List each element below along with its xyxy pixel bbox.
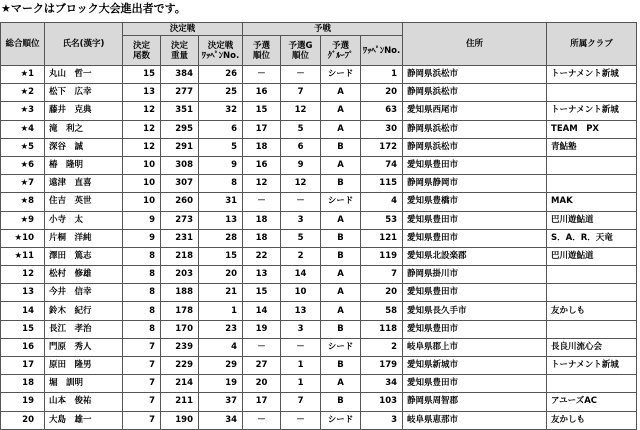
cell-prelim-group-rank: 13: [281, 302, 321, 320]
cell-final-count: 15: [123, 66, 161, 84]
cell-prelim-group: A: [321, 302, 361, 320]
cell-club: S．A．R．天竜: [547, 229, 637, 247]
cell-prelim-group: シード: [321, 338, 361, 356]
cell-rank: 12: [1, 266, 45, 284]
cell-prelim-group: A: [321, 102, 361, 120]
cell-address: 愛知県新城市: [403, 357, 547, 375]
table-row: [1, 102, 637, 120]
cell-rank: 19: [1, 393, 45, 411]
cell-final-count: 7: [123, 357, 161, 375]
table-row: [1, 375, 637, 393]
cell-final-weight: 273: [161, 211, 199, 229]
cell-final-count: 7: [123, 338, 161, 356]
cell-final-wappen: 19: [199, 375, 243, 393]
cell-rank: 16: [1, 338, 45, 356]
cell-prelim-rank: 16: [243, 84, 281, 102]
cell-prelim-rank: 16: [243, 156, 281, 174]
cell-address: 静岡県浜松市: [403, 66, 547, 84]
cell-final-count: 7: [123, 393, 161, 411]
results-table: [0, 22, 637, 430]
cell-final-count: 8: [123, 302, 161, 320]
cell-address: 静岡県掛川市: [403, 266, 547, 284]
cell-final-weight: 211: [161, 393, 199, 411]
cell-final-count: 10: [123, 175, 161, 193]
cell-prelim-group: B: [321, 247, 361, 265]
cell-prelim-wappen: 53: [361, 211, 403, 229]
cell-name: 原田 隆男: [45, 357, 123, 375]
col-club: 所属クラブ: [547, 23, 637, 66]
cell-final-wappen: 13: [199, 211, 243, 229]
cell-prelim-group-rank: 12: [281, 175, 321, 193]
cell-rank: ★9: [1, 211, 45, 229]
cell-final-weight: 190: [161, 411, 199, 429]
cell-prelim-group-rank: －: [281, 66, 321, 84]
cell-prelim-rank: 20: [243, 375, 281, 393]
cell-final-count: 13: [123, 84, 161, 102]
cell-prelim-group-rank: 3: [281, 320, 321, 338]
cell-final-wappen: 21: [199, 284, 243, 302]
cell-prelim-group-rank: 9: [281, 156, 321, 174]
cell-club: [547, 156, 637, 174]
group-prelim: 予戦: [243, 23, 403, 36]
cell-prelim-wappen: 63: [361, 102, 403, 120]
cell-final-weight: 291: [161, 138, 199, 156]
table-row: [1, 266, 637, 284]
cell-address: 静岡県浜松市: [403, 138, 547, 156]
table-row: [1, 193, 637, 211]
cell-final-weight: 295: [161, 120, 199, 138]
cell-final-count: 7: [123, 375, 161, 393]
col-name: 氏名(漢字): [45, 23, 123, 66]
cell-prelim-group: A: [321, 120, 361, 138]
cell-final-wappen: 5: [199, 138, 243, 156]
cell-prelim-wappen: 172: [361, 138, 403, 156]
cell-prelim-group: シード: [321, 193, 361, 211]
cell-prelim-wappen: 4: [361, 193, 403, 211]
cell-prelim-group-rank: 7: [281, 84, 321, 102]
cell-name: 松下 広幸: [45, 84, 123, 102]
cell-rank: ★7: [1, 175, 45, 193]
table-row: [1, 357, 637, 375]
table-row: [1, 284, 637, 302]
cell-club: [547, 375, 637, 393]
cell-prelim-wappen: 74: [361, 156, 403, 174]
cell-rank: ★11: [1, 247, 45, 265]
cell-final-wappen: 34: [199, 411, 243, 429]
cell-final-wappen: 20: [199, 266, 243, 284]
col-final-wappen: 決定戦 ﾜｯﾍﾟﾝNo.: [199, 36, 243, 66]
table-row: [1, 247, 637, 265]
col-rank: 総合順位: [1, 23, 45, 66]
cell-final-wappen: 25: [199, 84, 243, 102]
cell-club: 友かしも: [547, 302, 637, 320]
cell-prelim-wappen: 103: [361, 393, 403, 411]
cell-club: [547, 320, 637, 338]
cell-final-weight: 239: [161, 338, 199, 356]
cell-final-weight: 351: [161, 102, 199, 120]
table-row: [1, 411, 637, 429]
cell-prelim-wappen: 30: [361, 120, 403, 138]
cell-prelim-group-rank: －: [281, 193, 321, 211]
cell-prelim-group: A: [321, 211, 361, 229]
cell-address: 愛知県豊田市: [403, 229, 547, 247]
cell-final-wappen: 37: [199, 393, 243, 411]
cell-prelim-rank: 22: [243, 247, 281, 265]
cell-prelim-wappen: 34: [361, 375, 403, 393]
cell-name: 遠津 直喜: [45, 175, 123, 193]
cell-name: 丸山 哲一: [45, 66, 123, 84]
cell-prelim-rank: －: [243, 338, 281, 356]
cell-rank: ★10: [1, 229, 45, 247]
cell-prelim-group: A: [321, 284, 361, 302]
cell-final-weight: 307: [161, 175, 199, 193]
cell-name: 門原 秀人: [45, 338, 123, 356]
cell-name: 椿 隆明: [45, 156, 123, 174]
cell-club: 巴川遊鮎道: [547, 211, 637, 229]
cell-prelim-wappen: 119: [361, 247, 403, 265]
cell-prelim-group: A: [321, 156, 361, 174]
cell-address: 愛知県西尾市: [403, 102, 547, 120]
cell-prelim-group: A: [321, 375, 361, 393]
cell-prelim-wappen: 179: [361, 357, 403, 375]
cell-club: [547, 266, 637, 284]
cell-prelim-group: シード: [321, 411, 361, 429]
cell-rank: ★3: [1, 102, 45, 120]
cell-prelim-group: B: [321, 357, 361, 375]
cell-prelim-rank: 27: [243, 357, 281, 375]
cell-prelim-wappen: 115: [361, 175, 403, 193]
cell-final-count: 8: [123, 266, 161, 284]
cell-address: 静岡県浜松市: [403, 84, 547, 102]
cell-final-count: 10: [123, 156, 161, 174]
table-row: [1, 229, 637, 247]
col-prelim-group: 予選 ｸﾞﾙｰﾌﾟ: [321, 36, 361, 66]
cell-final-count: 9: [123, 211, 161, 229]
cell-address: 岐阜県郡上市: [403, 338, 547, 356]
cell-club: トーナメント新城: [547, 357, 637, 375]
cell-prelim-rank: －: [243, 66, 281, 84]
cell-rank: 20: [1, 411, 45, 429]
cell-rank: 15: [1, 320, 45, 338]
cell-final-count: 7: [123, 411, 161, 429]
col-prelim-rank: 予選 順位: [243, 36, 281, 66]
cell-final-weight: 260: [161, 193, 199, 211]
cell-final-wappen: 8: [199, 175, 243, 193]
cell-prelim-group-rank: 10: [281, 284, 321, 302]
table-row: [1, 66, 637, 84]
cell-prelim-rank: 13: [243, 266, 281, 284]
cell-final-weight: 170: [161, 320, 199, 338]
cell-rank: ★6: [1, 156, 45, 174]
cell-prelim-rank: 19: [243, 320, 281, 338]
cell-address: 岐阜県恵那市: [403, 411, 547, 429]
cell-prelim-wappen: 20: [361, 284, 403, 302]
cell-prelim-group: A: [321, 84, 361, 102]
group-final: 決定戦: [123, 23, 243, 36]
cell-address: 愛知県豊田市: [403, 375, 547, 393]
cell-rank: 14: [1, 302, 45, 320]
cell-name: 澤田 篤志: [45, 247, 123, 265]
table-row: [1, 338, 637, 356]
cell-address: 愛知県豊田市: [403, 156, 547, 174]
cell-name: 深谷 誠: [45, 138, 123, 156]
col-final-weight: 決定 重量: [161, 36, 199, 66]
cell-prelim-rank: －: [243, 193, 281, 211]
table-row: [1, 120, 637, 138]
cell-prelim-rank: －: [243, 411, 281, 429]
cell-rank: ★5: [1, 138, 45, 156]
cell-prelim-group: B: [321, 138, 361, 156]
cell-address: 愛知県豊田市: [403, 211, 547, 229]
cell-prelim-group: シード: [321, 66, 361, 84]
cell-final-weight: 214: [161, 375, 199, 393]
table-row: [1, 156, 637, 174]
cell-address: 愛知県豊田市: [403, 320, 547, 338]
cell-prelim-group: B: [321, 175, 361, 193]
cell-address: 静岡県周智郡: [403, 393, 547, 411]
cell-prelim-group: B: [321, 320, 361, 338]
cell-name: 長江 孝治: [45, 320, 123, 338]
cell-club: 長良川流心会: [547, 338, 637, 356]
cell-prelim-wappen: 118: [361, 320, 403, 338]
col-prelim-wappen: ﾜｯﾍﾟﾝNo.: [361, 36, 403, 66]
cell-prelim-wappen: 20: [361, 84, 403, 102]
cell-final-wappen: 28: [199, 229, 243, 247]
cell-name: 片桐 洋純: [45, 229, 123, 247]
cell-final-weight: 229: [161, 357, 199, 375]
cell-final-count: 12: [123, 138, 161, 156]
table-row: [1, 211, 637, 229]
cell-rank: ★8: [1, 193, 45, 211]
cell-prelim-group-rank: 5: [281, 120, 321, 138]
cell-name: 藤井 克典: [45, 102, 123, 120]
results-body: [1, 66, 637, 430]
cell-final-count: 12: [123, 120, 161, 138]
cell-final-wappen: 26: [199, 66, 243, 84]
cell-prelim-rank: 15: [243, 284, 281, 302]
cell-prelim-group-rank: 7: [281, 393, 321, 411]
cell-rank: ★2: [1, 84, 45, 102]
cell-name: 鈴木 紀行: [45, 302, 123, 320]
qualifier-note: ★マークはブロック大会進出者です。: [1, 2, 186, 15]
cell-final-wappen: 9: [199, 156, 243, 174]
cell-final-weight: 203: [161, 266, 199, 284]
cell-club: アユーズAC: [547, 393, 637, 411]
cell-name: 今井 信幸: [45, 284, 123, 302]
table-row: [1, 138, 637, 156]
cell-prelim-wappen: 58: [361, 302, 403, 320]
cell-prelim-group-rank: 1: [281, 357, 321, 375]
cell-final-weight: 308: [161, 156, 199, 174]
header-row-groups: [1, 23, 637, 36]
cell-prelim-rank: 15: [243, 102, 281, 120]
cell-name: 滝 利之: [45, 120, 123, 138]
cell-name: 松村 修雄: [45, 266, 123, 284]
cell-address: 愛知県北設楽郡: [403, 247, 547, 265]
cell-final-count: 10: [123, 193, 161, 211]
cell-final-count: 8: [123, 320, 161, 338]
cell-prelim-group-rank: －: [281, 411, 321, 429]
cell-final-count: 12: [123, 102, 161, 120]
cell-club: [547, 175, 637, 193]
cell-prelim-group-rank: 6: [281, 138, 321, 156]
table-row: [1, 84, 637, 102]
cell-prelim-group-rank: 14: [281, 266, 321, 284]
cell-club: [547, 84, 637, 102]
cell-final-wappen: 32: [199, 102, 243, 120]
cell-name: 大島 雄一: [45, 411, 123, 429]
cell-address: 愛知県豊橋市: [403, 193, 547, 211]
cell-final-weight: 218: [161, 247, 199, 265]
cell-final-wappen: 1: [199, 302, 243, 320]
cell-final-count: 8: [123, 284, 161, 302]
cell-prelim-rank: 17: [243, 120, 281, 138]
cell-prelim-rank: 17: [243, 393, 281, 411]
cell-rank: 13: [1, 284, 45, 302]
cell-final-count: 8: [123, 247, 161, 265]
cell-rank: ★1: [1, 66, 45, 84]
cell-club: MAK: [547, 193, 637, 211]
cell-final-wappen: 15: [199, 247, 243, 265]
results-table-container: [0, 22, 636, 430]
cell-prelim-rank: 14: [243, 302, 281, 320]
cell-club: 友かしも: [547, 411, 637, 429]
cell-prelim-wappen: 3: [361, 411, 403, 429]
table-row: [1, 320, 637, 338]
cell-prelim-group-rank: 3: [281, 211, 321, 229]
cell-final-wappen: 23: [199, 320, 243, 338]
cell-address: 愛知県豊田市: [403, 284, 547, 302]
cell-prelim-wappen: 121: [361, 229, 403, 247]
col-final-count: 決定 尾数: [123, 36, 161, 66]
cell-club: 巴川遊鮎道: [547, 247, 637, 265]
cell-club: 青鮎塾: [547, 138, 637, 156]
cell-prelim-group: B: [321, 393, 361, 411]
cell-club: トーナメント新城: [547, 102, 637, 120]
cell-prelim-group-rank: 2: [281, 247, 321, 265]
cell-prelim-rank: 18: [243, 229, 281, 247]
table-row: [1, 393, 637, 411]
cell-final-weight: 384: [161, 66, 199, 84]
table-row: [1, 175, 637, 193]
cell-prelim-wappen: 2: [361, 338, 403, 356]
cell-final-wappen: 29: [199, 357, 243, 375]
cell-prelim-rank: 18: [243, 138, 281, 156]
cell-final-count: 9: [123, 229, 161, 247]
cell-final-weight: 277: [161, 84, 199, 102]
col-prelim-group-rank: 予選G 順位: [281, 36, 321, 66]
cell-address: 静岡県浜松市: [403, 120, 547, 138]
cell-prelim-wappen: 7: [361, 266, 403, 284]
cell-club: TEAM PX: [547, 120, 637, 138]
cell-address: 愛知県長久手市: [403, 302, 547, 320]
cell-rank: 17: [1, 357, 45, 375]
cell-final-weight: 231: [161, 229, 199, 247]
cell-club: トーナメント新城: [547, 66, 637, 84]
cell-address: 静岡県静岡市: [403, 175, 547, 193]
cell-prelim-wappen: 1: [361, 66, 403, 84]
cell-prelim-rank: 18: [243, 211, 281, 229]
cell-name: 小寺 太: [45, 211, 123, 229]
cell-prelim-group: A: [321, 266, 361, 284]
cell-prelim-group-rank: 1: [281, 375, 321, 393]
table-row: [1, 302, 637, 320]
cell-final-wappen: 31: [199, 193, 243, 211]
cell-name: 山本 俊祐: [45, 393, 123, 411]
cell-prelim-group-rank: 5: [281, 229, 321, 247]
cell-prelim-group-rank: －: [281, 338, 321, 356]
cell-rank: ★4: [1, 120, 45, 138]
cell-final-weight: 188: [161, 284, 199, 302]
cell-prelim-rank: 12: [243, 175, 281, 193]
cell-prelim-group: B: [321, 229, 361, 247]
cell-club: [547, 284, 637, 302]
cell-prelim-group-rank: 12: [281, 102, 321, 120]
col-address: 住所: [403, 23, 547, 66]
cell-final-wappen: 4: [199, 338, 243, 356]
cell-name: 堀 訓明: [45, 375, 123, 393]
cell-name: 住吉 英世: [45, 193, 123, 211]
cell-final-wappen: 6: [199, 120, 243, 138]
cell-final-weight: 178: [161, 302, 199, 320]
cell-rank: 18: [1, 375, 45, 393]
